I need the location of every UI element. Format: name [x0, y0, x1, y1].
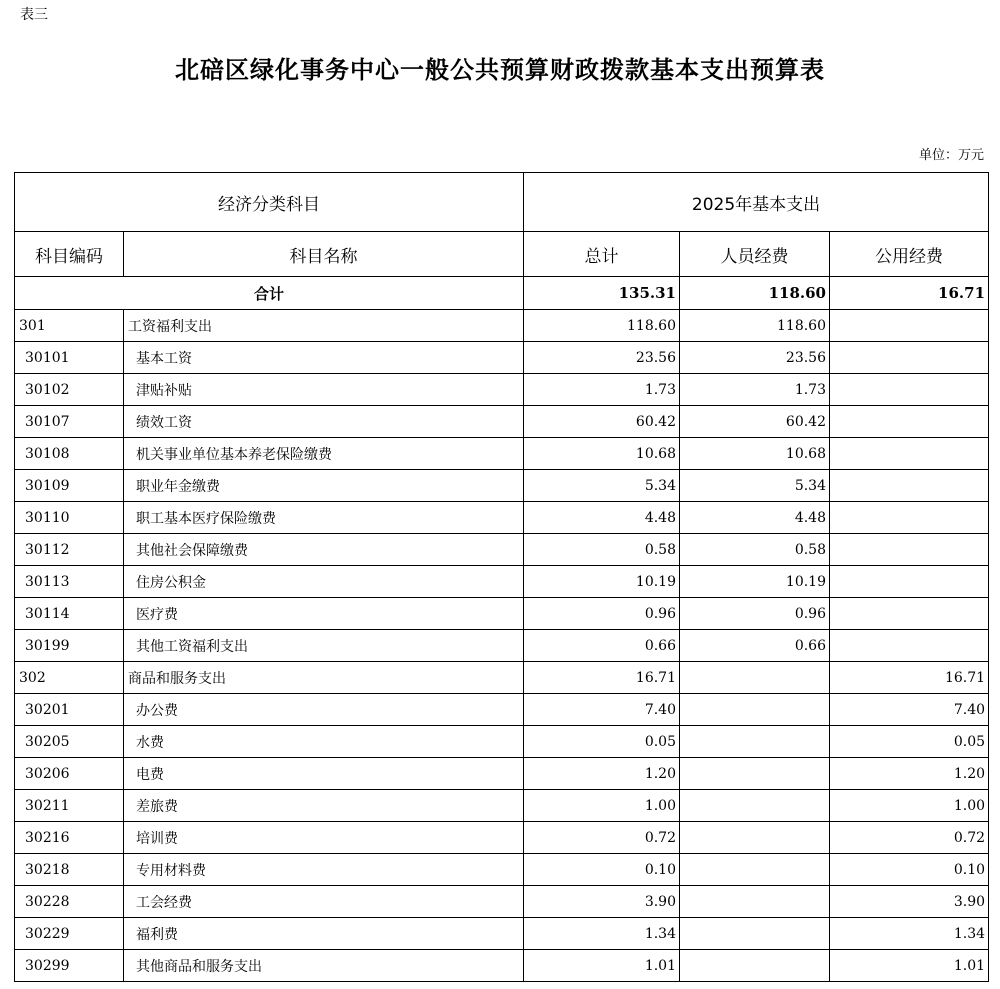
- row-name: 电费: [124, 758, 524, 790]
- row-code: 30211: [15, 790, 124, 822]
- header-row-columns: [15, 232, 989, 277]
- row-personnel: [680, 662, 830, 694]
- row-name: 办公费: [124, 694, 524, 726]
- table-row: [15, 854, 989, 886]
- row-total: 0.10: [524, 854, 680, 886]
- row-public: [830, 502, 989, 534]
- row-name: 福利费: [124, 918, 524, 950]
- row-total: 1.00: [524, 790, 680, 822]
- row-code: 30110: [15, 502, 124, 534]
- table-row: [15, 566, 989, 598]
- total-row: [15, 277, 989, 310]
- row-code: 30102: [15, 374, 124, 406]
- row-total: 3.90: [524, 886, 680, 918]
- header-row-group: [15, 173, 989, 232]
- row-name: 工会经费: [124, 886, 524, 918]
- row-public: 7.40: [830, 694, 989, 726]
- page-title: 北碚区绿化事务中心一般公共预算财政拨款基本支出预算表: [175, 55, 825, 84]
- row-total: 4.48: [524, 502, 680, 534]
- row-personnel: 4.48: [680, 502, 830, 534]
- table-row: [15, 406, 989, 438]
- table-row: [15, 886, 989, 918]
- row-personnel: 118.60: [680, 310, 830, 342]
- row-public: 1.20: [830, 758, 989, 790]
- header-personnel: 人员经费: [680, 232, 830, 277]
- row-name: 水费: [124, 726, 524, 758]
- row-total: 0.96: [524, 598, 680, 630]
- row-code: 30101: [15, 342, 124, 374]
- total-total: 135.31: [524, 277, 680, 310]
- row-total: 16.71: [524, 662, 680, 694]
- row-personnel: 10.19: [680, 566, 830, 598]
- row-code: 30112: [15, 534, 124, 566]
- row-public: 0.72: [830, 822, 989, 854]
- row-total: 5.34: [524, 470, 680, 502]
- row-total: 0.66: [524, 630, 680, 662]
- row-total: 1.20: [524, 758, 680, 790]
- row-personnel: [680, 886, 830, 918]
- table-row: [15, 534, 989, 566]
- row-public: [830, 470, 989, 502]
- row-code: 301: [15, 310, 124, 342]
- unit-note: 单位：万元: [918, 148, 984, 163]
- row-code: 30107: [15, 406, 124, 438]
- row-personnel: 10.68: [680, 438, 830, 470]
- row-public: 0.10: [830, 854, 989, 886]
- row-total: 23.56: [524, 342, 680, 374]
- row-public: [830, 342, 989, 374]
- row-code: 30206: [15, 758, 124, 790]
- row-code: 30205: [15, 726, 124, 758]
- row-code: 302: [15, 662, 124, 694]
- row-code: 30299: [15, 950, 124, 982]
- row-name: 其他社会保障缴费: [124, 534, 524, 566]
- table-row: [15, 374, 989, 406]
- row-name: 职工基本医疗保险缴费: [124, 502, 524, 534]
- table-row: [15, 662, 989, 694]
- table-number-label: 表三: [20, 7, 48, 23]
- row-code: 30201: [15, 694, 124, 726]
- row-name: 机关事业单位基本养老保险缴费: [124, 438, 524, 470]
- table-row: [15, 438, 989, 470]
- row-name: 其他商品和服务支出: [124, 950, 524, 982]
- row-public: [830, 630, 989, 662]
- row-name: 医疗费: [124, 598, 524, 630]
- budget-table: [14, 172, 989, 982]
- header-total: 总计: [524, 232, 680, 277]
- row-total: 1.34: [524, 918, 680, 950]
- row-code: 30216: [15, 822, 124, 854]
- row-total: 0.72: [524, 822, 680, 854]
- row-code: 30229: [15, 918, 124, 950]
- table-row: [15, 726, 989, 758]
- row-public: 1.01: [830, 950, 989, 982]
- row-name: 职业年金缴费: [124, 470, 524, 502]
- row-name: 差旅费: [124, 790, 524, 822]
- row-personnel: [680, 726, 830, 758]
- row-public: [830, 566, 989, 598]
- row-public: 1.34: [830, 918, 989, 950]
- table-row: [15, 950, 989, 982]
- row-total: 118.60: [524, 310, 680, 342]
- row-code: 30108: [15, 438, 124, 470]
- row-public: 3.90: [830, 886, 989, 918]
- row-public: 16.71: [830, 662, 989, 694]
- row-public: [830, 374, 989, 406]
- row-code: 30218: [15, 854, 124, 886]
- row-name: 住房公积金: [124, 566, 524, 598]
- row-name: 绩效工资: [124, 406, 524, 438]
- row-name: 津贴补贴: [124, 374, 524, 406]
- table-row: [15, 822, 989, 854]
- row-code: 30228: [15, 886, 124, 918]
- row-personnel: 60.42: [680, 406, 830, 438]
- row-total: 1.01: [524, 950, 680, 982]
- row-code: 30199: [15, 630, 124, 662]
- header-code: 科目编码: [15, 232, 124, 277]
- header-name: 科目名称: [124, 232, 524, 277]
- row-personnel: 5.34: [680, 470, 830, 502]
- row-total: 60.42: [524, 406, 680, 438]
- row-code: 30114: [15, 598, 124, 630]
- row-total: 1.73: [524, 374, 680, 406]
- table-row: [15, 694, 989, 726]
- row-personnel: 0.58: [680, 534, 830, 566]
- table-row: [15, 342, 989, 374]
- header-public: 公用经费: [830, 232, 989, 277]
- row-public: [830, 534, 989, 566]
- row-personnel: [680, 822, 830, 854]
- row-public: 0.05: [830, 726, 989, 758]
- row-code: 30109: [15, 470, 124, 502]
- table-row: [15, 758, 989, 790]
- row-personnel: [680, 950, 830, 982]
- total-public: 16.71: [830, 277, 989, 310]
- row-personnel: 0.66: [680, 630, 830, 662]
- row-name: 基本工资: [124, 342, 524, 374]
- row-total: 0.58: [524, 534, 680, 566]
- header-year-expense: 2025年基本支出: [524, 173, 989, 232]
- header-econ-class: 经济分类科目: [15, 173, 524, 232]
- table-row: [15, 598, 989, 630]
- row-name: 专用材料费: [124, 854, 524, 886]
- row-personnel: 0.96: [680, 598, 830, 630]
- row-personnel: [680, 758, 830, 790]
- table-row: [15, 502, 989, 534]
- row-total: 0.05: [524, 726, 680, 758]
- table-row: [15, 790, 989, 822]
- table-row: [15, 918, 989, 950]
- table-row: [15, 630, 989, 662]
- row-personnel: [680, 918, 830, 950]
- row-personnel: [680, 694, 830, 726]
- row-name: 工资福利支出: [124, 310, 524, 342]
- row-personnel: [680, 790, 830, 822]
- total-personnel: 118.60: [680, 277, 830, 310]
- row-total: 7.40: [524, 694, 680, 726]
- row-public: [830, 598, 989, 630]
- row-code: 30113: [15, 566, 124, 598]
- row-public: [830, 406, 989, 438]
- row-name: 其他工资福利支出: [124, 630, 524, 662]
- row-personnel: [680, 854, 830, 886]
- row-personnel: 23.56: [680, 342, 830, 374]
- row-total: 10.19: [524, 566, 680, 598]
- row-total: 10.68: [524, 438, 680, 470]
- table-row: [15, 470, 989, 502]
- row-name: 培训费: [124, 822, 524, 854]
- row-public: [830, 310, 989, 342]
- row-public: 1.00: [830, 790, 989, 822]
- total-label: 合计: [15, 277, 524, 310]
- row-public: [830, 438, 989, 470]
- table-row: [15, 310, 989, 342]
- row-personnel: 1.73: [680, 374, 830, 406]
- row-name: 商品和服务支出: [124, 662, 524, 694]
